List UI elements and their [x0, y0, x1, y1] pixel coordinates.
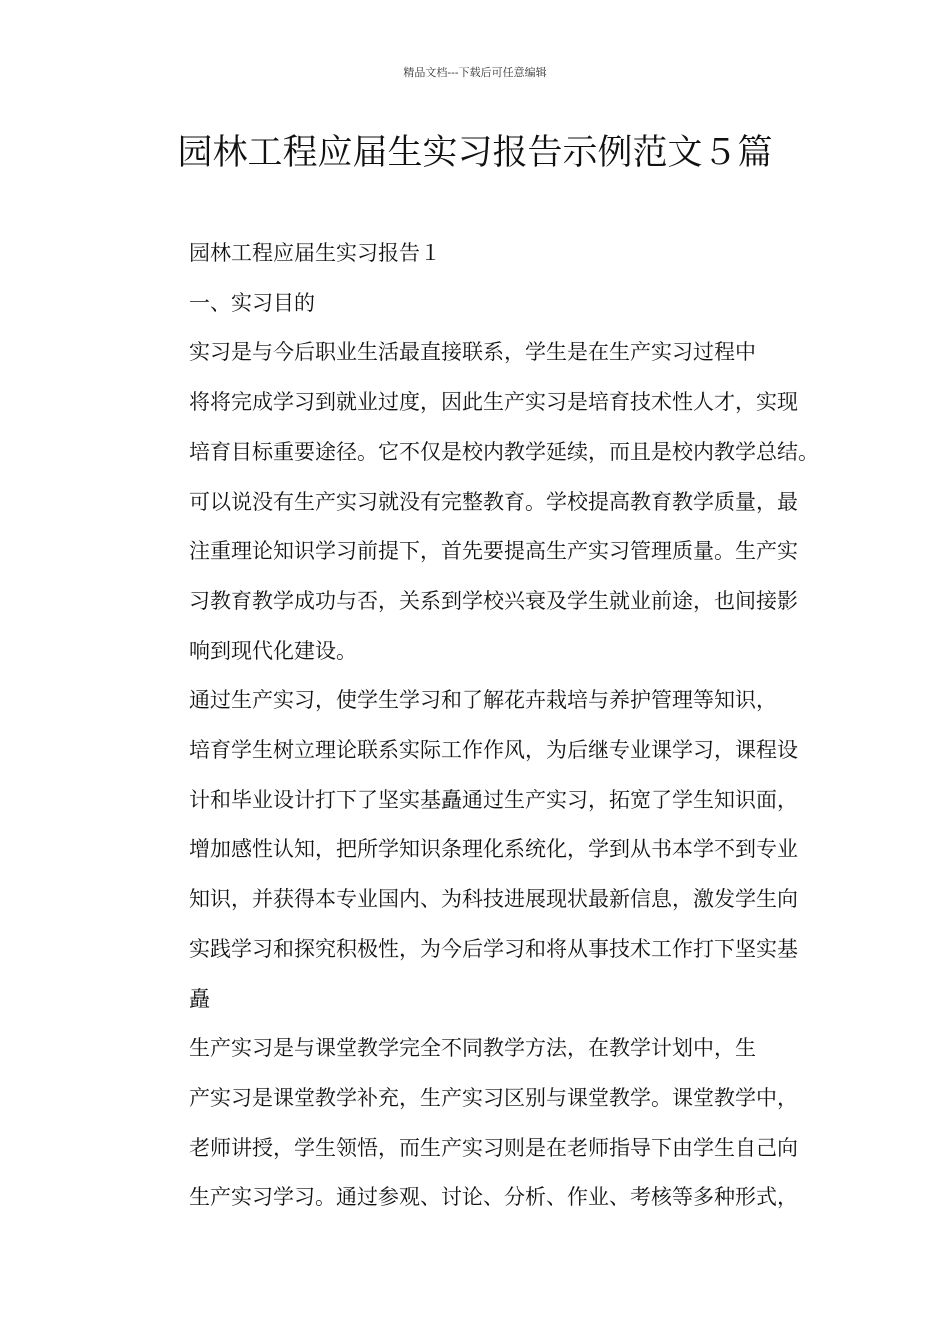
text-line: 习教育教学成功与否，关系到学校兴衰及学生就业前途，也间接影 [189, 588, 798, 613]
text-line: 一、实习目的 [189, 290, 315, 315]
text-line: 园林工程应届生实习报告１ [189, 241, 441, 265]
paragraph-practice-benefits [145, 676, 835, 1024]
text-line: 生产实习学习。通过参观、讨论、分析、作业、考核等多种形式， [189, 1185, 798, 1210]
text-line: 增加感性认知，把所学知识条理化系统化，学到从书本学不到专业 [189, 837, 798, 862]
section-heading [145, 279, 835, 329]
text-line: 将将完成学习到就业过度，因此生产实习是培育技术性人才，实现 [189, 390, 798, 415]
document-title: 园林工程应届生实习报告示例范文５篇 [177, 133, 773, 173]
text-line: 老师讲授，学生领悟，而生产实习则是在老师指导下由学生自己向 [189, 1135, 798, 1160]
text-line: 通过生产实习，使学生学习和了解花卉栽培与养护管理等知识， [189, 688, 777, 713]
document-body [145, 229, 835, 1223]
text-line: 生产实习是与课堂教学完全不同教学方法，在教学计划中，生 [189, 1036, 756, 1061]
text-line: 培育学生树立理论联系实际工作作风，为后继专业课学习，课程设 [189, 738, 798, 763]
paragraph-internship-purpose [145, 328, 835, 676]
text-line: 实践学习和探究积极性，为今后学习和将从事技术工作打下坚实基 [189, 936, 798, 961]
text-line: 响到现代化建设。 [189, 638, 357, 663]
text-line: 知识，并获得本专业国内、为科技进展现状最新信息，激发学生向 [189, 887, 798, 912]
text-line: 实习是与今后职业生活最直接联系，学生是在生产实习过程中 [189, 340, 756, 365]
text-line: 矗 [189, 986, 210, 1011]
paragraph-teaching-method [145, 1024, 835, 1223]
text-line: 培育目标重要途径。它不仅是校内教学延续，而且是校内教学总结。 [189, 439, 819, 464]
report-subtitle [145, 229, 835, 279]
text-line: 注重理论知识学习前提下，首先要提高生产实习管理质量。生产实 [189, 539, 798, 564]
text-line: 产实习是课堂教学补充，生产实习区别与课堂教学。课堂教学中， [189, 1085, 798, 1110]
text-line: 计和毕业设计打下了坚实基矗通过生产实习，拓宽了学生知识面， [189, 787, 798, 812]
text-line: 可以说没有生产实习就没有完整教育。学校提高教育教学质量，最 [189, 489, 798, 514]
header-note: 精品文档---下载后可任意编辑 [403, 66, 547, 79]
